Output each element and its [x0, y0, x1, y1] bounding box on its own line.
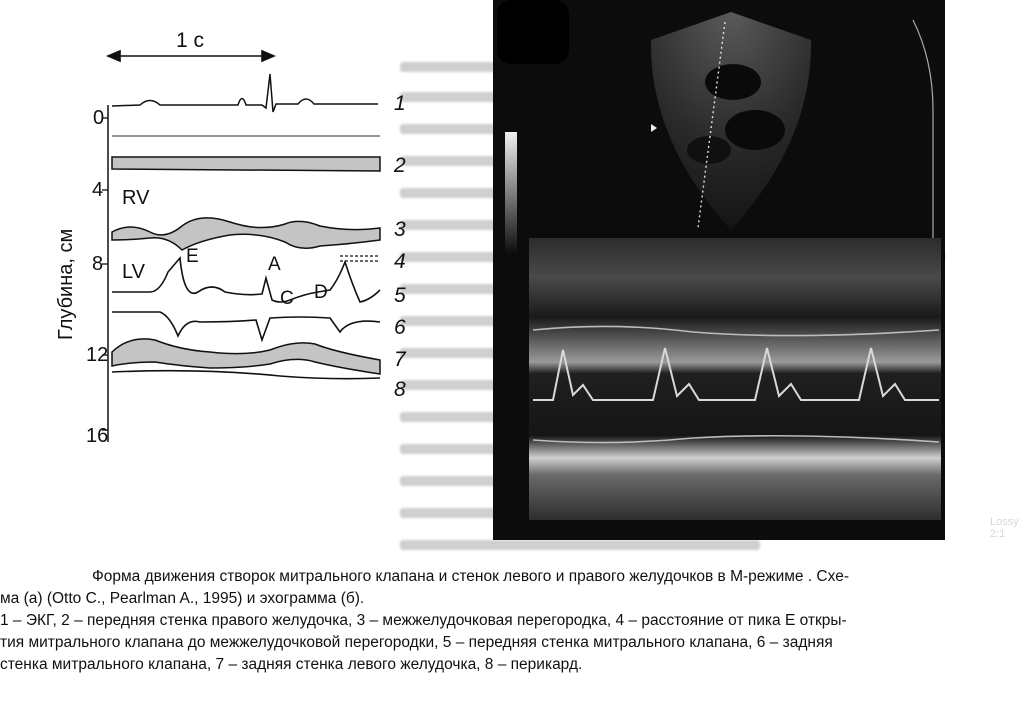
lv-label: LV — [122, 261, 145, 283]
m-mode-schematic — [0, 0, 490, 470]
epss-marker — [340, 256, 380, 261]
curve-number-6: 6 — [394, 316, 406, 339]
curve-number-3: 3 — [394, 218, 406, 241]
grayscale-bar — [505, 132, 517, 252]
depth-axis-title: Глубина, см — [55, 228, 77, 340]
septum-band — [112, 218, 380, 250]
wave-label-d: D — [314, 282, 328, 303]
caption-line-1: Форма движения створок митрального клапана и стенок левого и правого желудочков в М-режиме . Схе- — [92, 568, 849, 585]
depth-tick-8: 8 — [92, 253, 104, 275]
time-scale-label: 1 с — [176, 29, 205, 52]
lossy-watermark: Lossy 2:1 — [990, 516, 1019, 540]
figure-caption — [0, 566, 960, 676]
ecg-curve — [112, 74, 378, 112]
curve-number-1: 1 — [394, 92, 406, 115]
pericardium-curve — [112, 371, 380, 379]
m-mode-echogram — [493, 0, 1019, 540]
curve-number-5: 5 — [394, 284, 406, 307]
depth-tick-12: 12 — [86, 344, 109, 366]
caption-line-4: тия митрального клапана до межжелудочковой перегородки, 5 – передняя стенка митрального клапана, 6 – задняя — [0, 634, 833, 651]
anterior-mitral-leaflet-curve — [112, 258, 380, 302]
caption-line-5: стенка митрального клапана, 7 – задняя стенка левого желудочка, 8 – перикард. — [0, 656, 583, 673]
curve-number-8: 8 — [394, 378, 406, 401]
time-scale-bar — [108, 51, 274, 61]
wave-label-a: A — [268, 254, 281, 275]
posterior-mitral-leaflet-curve — [112, 312, 380, 340]
rv-label: RV — [122, 187, 150, 209]
caption-line-3: 1 – ЭКГ, 2 – передняя стенка правого желудочка, 3 – межжелудочковая перегородка, 4 – расстояние от пика Е откры- — [0, 612, 847, 629]
wave-label-c: C — [280, 288, 294, 309]
caption-line-2: ма (а) (Otto C., Pearlman A., 1995) и эхограмма (б). — [0, 590, 365, 607]
lv-posterior-wall-band — [112, 339, 380, 374]
depth-tick-4: 4 — [92, 179, 104, 201]
corner-logo-block — [497, 0, 569, 64]
curve-number-7: 7 — [394, 348, 406, 371]
curve-number-4: 4 — [394, 250, 406, 273]
rv-anterior-wall-band — [112, 157, 380, 171]
depth-tick-0: 0 — [93, 107, 105, 129]
curve-number-2: 2 — [394, 154, 406, 177]
wave-label-e: E — [186, 246, 199, 267]
depth-tick-16: 16 — [86, 425, 109, 447]
